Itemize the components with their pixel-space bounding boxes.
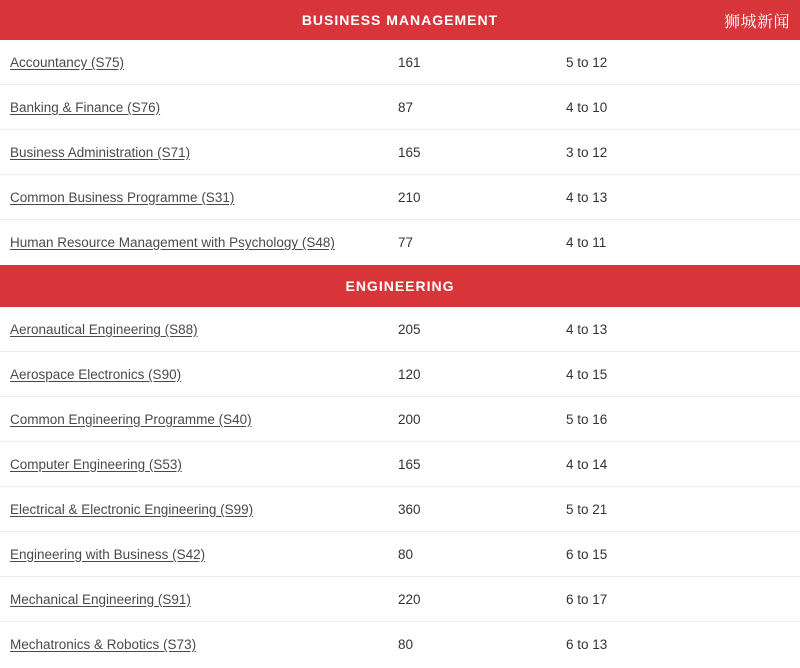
intake-cell: 210 [398,189,421,205]
section-header-engineering [0,265,800,307]
table-row [0,622,800,667]
section-header-business-management [0,0,800,40]
intake-cell: 120 [398,366,421,382]
intake-cell: 165 [398,456,421,472]
table-row [0,487,800,532]
table-row [0,85,800,130]
table-row [0,397,800,442]
section-body-engineering [0,307,800,667]
course-cell [0,412,398,427]
table-row [0,307,800,352]
intake-cell: 360 [398,501,421,517]
course-cell [0,547,398,562]
course-cell [0,235,398,250]
intake-cell: 165 [398,144,421,160]
course-link-electrical-electronic-engineering[interactable]: Electrical & Electronic Engineering (S99) [10,501,254,517]
intake-cell: 77 [398,235,414,250]
range-cell: 3 to 12 [566,144,608,160]
intake-cell: 205 [398,321,421,337]
section-title: BUSINESS MANAGEMENT [301,12,499,28]
intake-cell: 220 [398,591,421,607]
course-link-engineering-with-business[interactable]: Engineering with Business (S42) [10,546,206,562]
range-cell: 5 to 16 [566,411,608,427]
course-link-banking-finance[interactable]: Banking & Finance (S76) [10,99,161,115]
range-cell: 6 to 17 [566,591,608,607]
section-body-business-management [0,40,800,265]
intake-cell: 80 [398,546,414,562]
range-cell: 4 to 15 [566,366,608,382]
course-cell [0,190,398,205]
range-cell: 4 to 13 [566,189,608,205]
course-cell [0,145,398,160]
section-title: ENGINEERING [345,278,455,294]
table-row [0,220,800,265]
watermark-text: 狮城新闻 [723,12,790,31]
course-link-mechanical-engineering[interactable]: Mechanical Engineering (S91) [10,591,191,607]
table-row [0,130,800,175]
course-cell [0,55,398,70]
course-link-human-resource-management[interactable]: Human Resource Management with Psychology (S48) [10,235,335,250]
range-cell: 6 to 13 [566,637,608,652]
range-cell: 5 to 12 [566,54,608,70]
course-link-common-business-programme[interactable]: Common Business Programme (S31) [10,189,235,205]
table-row [0,175,800,220]
course-link-computer-engineering[interactable]: Computer Engineering (S53) [10,456,182,472]
intake-cell: 200 [398,411,421,427]
table-row [0,532,800,577]
range-cell: 4 to 11 [566,235,607,250]
table-row [0,40,800,85]
course-link-aeronautical-engineering[interactable]: Aeronautical Engineering (S88) [10,321,198,337]
range-cell: 4 to 10 [566,99,608,115]
course-cell [0,637,398,652]
course-cell [0,592,398,607]
course-cell [0,457,398,472]
course-cell [0,502,398,517]
range-cell: 5 to 21 [566,501,608,517]
course-link-accountancy[interactable]: Accountancy (S75) [10,54,125,70]
intake-cell: 80 [398,637,414,652]
course-link-business-administration[interactable]: Business Administration (S71) [10,144,191,160]
course-cell [0,100,398,115]
table-row [0,442,800,487]
course-link-mechatronics-robotics[interactable]: Mechatronics & Robotics (S73) [10,637,197,652]
range-cell: 6 to 15 [566,546,608,562]
course-cell [0,322,398,337]
range-cell: 4 to 13 [566,321,608,337]
range-cell: 4 to 14 [566,456,608,472]
table-row [0,577,800,622]
intake-cell: 161 [398,54,421,70]
table-row [0,352,800,397]
course-link-aerospace-electronics[interactable]: Aerospace Electronics (S90) [10,366,182,382]
course-link-common-engineering-programme[interactable]: Common Engineering Programme (S40) [10,411,252,427]
course-cell [0,367,398,382]
intake-cell: 87 [398,99,414,115]
